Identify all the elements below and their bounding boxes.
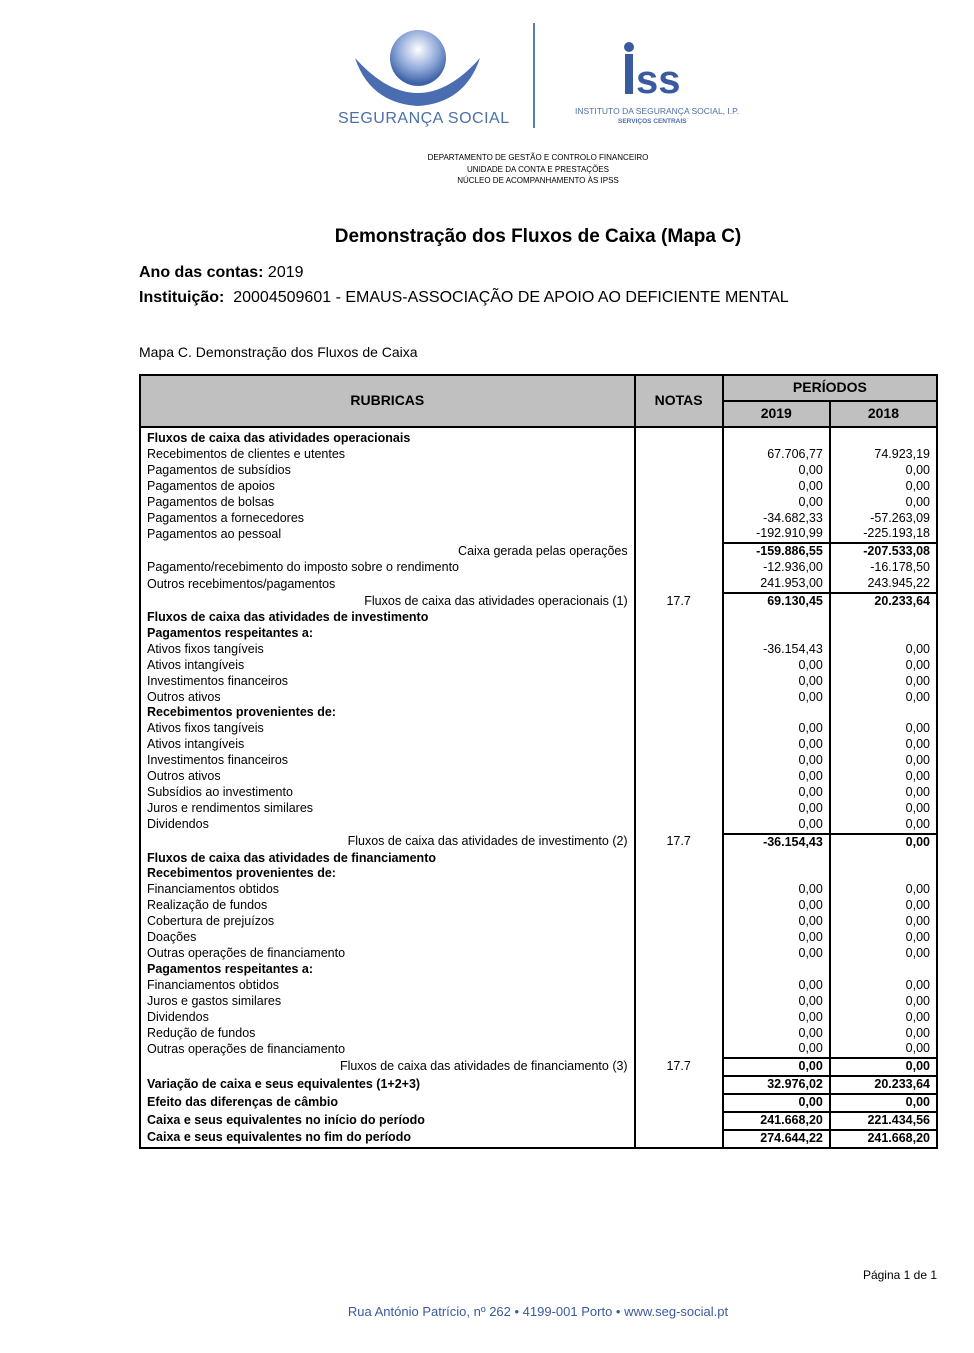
nota-cell	[635, 690, 723, 706]
value-2018-cell: 0,00	[830, 994, 937, 1010]
value-2019-cell: 0,00	[723, 817, 830, 834]
rubrica-cell: Caixa e seus equivalentes no início do período	[140, 1112, 635, 1130]
value-2018-cell: 0,00	[830, 658, 937, 674]
rubrica-cell: Juros e rendimentos similares	[140, 801, 635, 817]
col-notas: NOTAS	[635, 375, 723, 427]
value-2019-cell: 0,00	[723, 914, 830, 930]
table-row	[140, 834, 937, 851]
table-row	[140, 543, 937, 560]
value-2018-cell: 0,00	[830, 817, 937, 834]
nota-cell	[635, 626, 723, 642]
table-row	[140, 1076, 937, 1094]
value-2018-cell: 0,00	[830, 753, 937, 769]
table-row	[140, 753, 937, 769]
value-2018-cell: -57.263,09	[830, 511, 937, 527]
table-row	[140, 962, 937, 978]
value-2018-cell: 0,00	[830, 898, 937, 914]
rubrica-cell: Investimentos financeiros	[140, 674, 635, 690]
value-2019-cell: 0,00	[723, 753, 830, 769]
value-2018-cell: -207.533,08	[830, 543, 937, 560]
value-2019-cell: 69.130,45	[723, 593, 830, 610]
rubrica-cell: Subsídios ao investimento	[140, 785, 635, 801]
document-title: Demonstração dos Fluxos de Caixa (Mapa C)	[334, 226, 742, 247]
value-2018-cell	[830, 705, 937, 721]
nota-cell	[635, 785, 723, 801]
value-2018-cell: -225.193,18	[830, 526, 937, 543]
instituicao	[139, 289, 789, 307]
value-2018-cell: 74.923,19	[830, 447, 937, 463]
value-2019-cell: 0,00	[723, 930, 830, 946]
table-row	[140, 1026, 937, 1042]
value-2018-cell: 0,00	[830, 785, 937, 801]
value-2018-cell: 0,00	[830, 834, 937, 851]
nota-cell	[635, 1041, 723, 1058]
rubrica-cell: Investimentos financeiros	[140, 753, 635, 769]
table-row	[140, 610, 937, 626]
value-2019-cell: 0,00	[723, 674, 830, 690]
rubrica-cell: Fluxos de caixa das atividades de investimento	[140, 610, 635, 626]
table-row	[140, 1010, 937, 1026]
value-2019-cell: 32.976,02	[723, 1076, 830, 1094]
value-2018-cell: 243.945,22	[830, 576, 937, 593]
page-number: Página 1 de 1	[862, 1268, 937, 1282]
value-2018-cell: 0,00	[830, 642, 937, 658]
value-2019-cell: 0,00	[723, 801, 830, 817]
rubrica-cell: Recebimentos provenientes de:	[140, 705, 635, 721]
table-row	[140, 930, 937, 946]
ss-logo-text: SEGURANÇA SOCIAL	[338, 110, 510, 127]
value-2019-cell: 0,00	[723, 1094, 830, 1112]
rubrica-cell: Juros e gastos similares	[140, 994, 635, 1010]
table-row	[140, 866, 937, 882]
value-2019-cell	[723, 427, 830, 447]
footer-address: Rua António Patrício, nº 262 • 4199-001 Porto • www.seg-social.pt	[347, 1304, 729, 1319]
nota-cell	[635, 978, 723, 994]
rubrica-cell: Doações	[140, 930, 635, 946]
value-2018-cell: 0,00	[830, 1041, 937, 1058]
col-periodos: PERÍODOS	[723, 375, 937, 401]
dept-line: UNIDADE DA CONTA E PRESTAÇÕES	[467, 164, 609, 174]
nota-cell	[635, 526, 723, 543]
ano-contas	[139, 264, 304, 282]
col-year-2019: 2019	[723, 401, 830, 427]
nota-cell	[635, 1026, 723, 1042]
nota-cell	[635, 642, 723, 658]
table-row	[140, 914, 937, 930]
value-2018-cell: 241.668,20	[830, 1130, 937, 1148]
nota-cell	[635, 817, 723, 834]
nota-cell	[635, 737, 723, 753]
value-2019-cell: 0,00	[723, 898, 830, 914]
value-2019-cell: 0,00	[723, 495, 830, 511]
table-row	[140, 593, 937, 610]
value-2019-cell: 241.668,20	[723, 1112, 830, 1130]
value-2019-cell	[723, 626, 830, 642]
rubrica-cell: Pagamentos a fornecedores	[140, 511, 635, 527]
nota-cell	[635, 511, 723, 527]
value-2018-cell: 0,00	[830, 1094, 937, 1112]
table-row	[140, 1041, 937, 1058]
value-2018-cell: 0,00	[830, 930, 937, 946]
rubrica-cell: Pagamentos de bolsas	[140, 495, 635, 511]
value-2018-cell: 0,00	[830, 801, 937, 817]
department-lines	[0, 152, 974, 187]
nota-cell	[635, 427, 723, 447]
nota-cell	[635, 1112, 723, 1130]
nota-cell	[635, 898, 723, 914]
value-2019-cell: 0,00	[723, 721, 830, 737]
nota-cell	[635, 994, 723, 1010]
inst-value: 20004509601 - EMAUS-ASSOCIAÇÃO DE APOIO AO DEFICIENTE MENTAL	[233, 289, 789, 306]
value-2019-cell: 0,00	[723, 463, 830, 479]
iss-logo-text: INSTITUTO DA SEGURANÇA SOCIAL, I.P.	[575, 106, 740, 116]
rubrica-cell: Ativos fixos tangíveis	[140, 721, 635, 737]
table-row	[140, 674, 937, 690]
map-caption: Mapa C. Demonstração dos Fluxos de Caixa	[139, 344, 418, 360]
nota-cell	[635, 1010, 723, 1026]
table-row	[140, 1058, 937, 1076]
rubrica-cell: Recebimentos de clientes e utentes	[140, 447, 635, 463]
value-2019-cell	[723, 866, 830, 882]
value-2019-cell: 0,00	[723, 737, 830, 753]
rubrica-cell: Outros ativos	[140, 769, 635, 785]
value-2018-cell: 0,00	[830, 1010, 937, 1026]
value-2019-cell: -192.910,99	[723, 526, 830, 543]
value-2019-cell	[723, 705, 830, 721]
table-row	[140, 427, 937, 447]
nota-cell: 17.7	[635, 593, 723, 610]
nota-cell	[635, 610, 723, 626]
rubrica-cell: Recebimentos provenientes de:	[140, 866, 635, 882]
table-row	[140, 511, 937, 527]
nota-cell	[635, 882, 723, 898]
nota-cell	[635, 721, 723, 737]
nota-cell	[635, 658, 723, 674]
nota-cell	[635, 447, 723, 463]
value-2018-cell: 0,00	[830, 978, 937, 994]
nota-cell	[635, 560, 723, 576]
table-row	[140, 526, 937, 543]
value-2018-cell: 0,00	[830, 479, 937, 495]
value-2018-cell: -16.178,50	[830, 560, 937, 576]
nota-cell	[635, 543, 723, 560]
value-2018-cell: 0,00	[830, 882, 937, 898]
nota-cell	[635, 1076, 723, 1094]
rubrica-cell: Realização de fundos	[140, 898, 635, 914]
value-2018-cell	[830, 610, 937, 626]
rubrica-cell: Variação de caixa e seus equivalentes (1+2+3)	[140, 1076, 635, 1094]
nota-cell	[635, 801, 723, 817]
table-row	[140, 705, 937, 721]
table-row	[140, 1094, 937, 1112]
value-2019-cell: 0,00	[723, 1041, 830, 1058]
rubrica-cell: Financiamentos obtidos	[140, 882, 635, 898]
nota-cell	[635, 1094, 723, 1112]
table-row	[140, 642, 937, 658]
value-2018-cell: 0,00	[830, 1026, 937, 1042]
value-2018-cell: 0,00	[830, 1058, 937, 1076]
table-row	[140, 560, 937, 576]
rubrica-cell: Pagamento/recebimento do imposto sobre o rendimento	[140, 560, 635, 576]
value-2019-cell: -34.682,33	[723, 511, 830, 527]
rubrica-cell: Efeito das diferenças de câmbio	[140, 1094, 635, 1112]
value-2019-cell	[723, 962, 830, 978]
rubrica-cell: Pagamentos de subsídios	[140, 463, 635, 479]
value-2019-cell: 0,00	[723, 978, 830, 994]
table-row	[140, 801, 937, 817]
value-2018-cell	[830, 866, 937, 882]
ano-label: Ano das contas:	[139, 264, 264, 281]
table-row	[140, 769, 937, 785]
svg-text:ss: ss	[636, 58, 681, 102]
nota-cell	[635, 914, 723, 930]
value-2018-cell: 0,00	[830, 690, 937, 706]
value-2019-cell: -36.154,43	[723, 834, 830, 851]
dept-line: NÚCLEO DE ACOMPANHAMENTO ÀS IPSS	[457, 176, 619, 185]
value-2019-cell: -36.154,43	[723, 642, 830, 658]
rubrica-cell: Redução de fundos	[140, 1026, 635, 1042]
nota-cell	[635, 705, 723, 721]
value-2019-cell: -159.886,55	[723, 543, 830, 560]
value-2018-cell	[830, 626, 937, 642]
value-2019-cell	[723, 851, 830, 867]
table-row	[140, 463, 937, 479]
value-2018-cell: 0,00	[830, 946, 937, 962]
rubrica-cell: Ativos intangíveis	[140, 658, 635, 674]
table-row	[140, 1112, 937, 1130]
value-2018-cell: 221.434,56	[830, 1112, 937, 1130]
cash-flow-table	[139, 374, 938, 1149]
rubrica-cell: Dividendos	[140, 1010, 635, 1026]
value-2019-cell: 0,00	[723, 658, 830, 674]
rubrica-cell: Fluxos de caixa das atividades operacionais	[140, 427, 635, 447]
value-2019-cell: 274.644,22	[723, 1130, 830, 1148]
rubrica-cell: Pagamentos ao pessoal	[140, 526, 635, 543]
rubrica-cell: Pagamentos de apoios	[140, 479, 635, 495]
rubrica-cell: Financiamentos obtidos	[140, 978, 635, 994]
nota-cell	[635, 463, 723, 479]
table-row	[140, 495, 937, 511]
rubrica-cell: Dividendos	[140, 817, 635, 834]
value-2018-cell	[830, 962, 937, 978]
value-2019-cell: -12.936,00	[723, 560, 830, 576]
table-row	[140, 479, 937, 495]
table-row	[140, 946, 937, 962]
table-row	[140, 785, 937, 801]
nota-cell	[635, 851, 723, 867]
table-row	[140, 851, 937, 867]
rubrica-cell: Pagamentos respeitantes a:	[140, 626, 635, 642]
table-row	[140, 690, 937, 706]
table-row	[140, 1130, 937, 1148]
table-row	[140, 994, 937, 1010]
nota-cell	[635, 479, 723, 495]
table-row	[140, 576, 937, 593]
table-row	[140, 658, 937, 674]
value-2019-cell	[723, 610, 830, 626]
nota-cell	[635, 769, 723, 785]
value-2019-cell: 67.706,77	[723, 447, 830, 463]
value-2019-cell: 0,00	[723, 946, 830, 962]
nota-cell	[635, 1130, 723, 1148]
table-body	[140, 427, 937, 1148]
rubrica-cell: Outras operações de financiamento	[140, 1041, 635, 1058]
logo-divider	[533, 23, 535, 128]
value-2018-cell: 0,00	[830, 737, 937, 753]
rubrica-cell: Fluxos de caixa das atividades operacionais (1)	[140, 593, 635, 610]
table-row	[140, 817, 937, 834]
table-row	[140, 882, 937, 898]
table-row	[140, 898, 937, 914]
value-2018-cell: 0,00	[830, 769, 937, 785]
rubrica-cell: Cobertura de prejuízos	[140, 914, 635, 930]
table-row	[140, 447, 937, 463]
nota-cell	[635, 753, 723, 769]
table-row	[140, 978, 937, 994]
rubrica-cell: Fluxos de caixa das atividades de investimento (2)	[140, 834, 635, 851]
value-2018-cell: 0,00	[830, 674, 937, 690]
value-2019-cell: 0,00	[723, 882, 830, 898]
dept-line: DEPARTAMENTO DE GESTÃO E CONTROLO FINANCEIRO	[427, 153, 649, 162]
nota-cell	[635, 866, 723, 882]
value-2018-cell: 0,00	[830, 721, 937, 737]
rubrica-cell: Outros ativos	[140, 690, 635, 706]
ano-value: 2019	[267, 264, 304, 281]
inst-label: Instituição:	[139, 289, 225, 306]
table-row	[140, 737, 937, 753]
value-2019-cell: 0,00	[723, 1026, 830, 1042]
value-2019-cell: 0,00	[723, 690, 830, 706]
table-row	[140, 626, 937, 642]
rubrica-cell: Fluxos de caixa das atividades de financiamento	[140, 851, 635, 867]
value-2018-cell	[830, 851, 937, 867]
nota-cell: 17.7	[635, 1058, 723, 1076]
nota-cell	[635, 674, 723, 690]
value-2019-cell: 0,00	[723, 769, 830, 785]
value-2019-cell: 0,00	[723, 785, 830, 801]
nota-cell	[635, 930, 723, 946]
value-2019-cell: 241.953,00	[723, 576, 830, 593]
rubrica-cell: Ativos fixos tangíveis	[140, 642, 635, 658]
iss-logo-sub: SERVIÇOS CENTRAIS	[618, 118, 687, 125]
table-row	[140, 721, 937, 737]
value-2019-cell: 0,00	[723, 1058, 830, 1076]
nota-cell: 17.7	[635, 834, 723, 851]
header-logos	[330, 18, 750, 138]
nota-cell	[635, 576, 723, 593]
value-2019-cell: 0,00	[723, 994, 830, 1010]
value-2018-cell: 0,00	[830, 495, 937, 511]
value-2018-cell: 0,00	[830, 914, 937, 930]
rubrica-cell: Caixa e seus equivalentes no fim do período	[140, 1130, 635, 1148]
value-2018-cell: 20.233,64	[830, 593, 937, 610]
value-2018-cell	[830, 427, 937, 447]
rubrica-cell: Caixa gerada pelas operações	[140, 543, 635, 560]
rubrica-cell: Outras operações de financiamento	[140, 946, 635, 962]
nota-cell	[635, 495, 723, 511]
nota-cell	[635, 946, 723, 962]
rubrica-cell: Ativos intangíveis	[140, 737, 635, 753]
nota-cell	[635, 962, 723, 978]
value-2018-cell: 0,00	[830, 463, 937, 479]
value-2019-cell: 0,00	[723, 479, 830, 495]
rubrica-cell: Pagamentos respeitantes a:	[140, 962, 635, 978]
value-2019-cell: 0,00	[723, 1010, 830, 1026]
col-rubricas: RUBRICAS	[140, 375, 635, 427]
rubrica-cell: Fluxos de caixa das atividades de financiamento (3)	[140, 1058, 635, 1076]
col-year-2018: 2018	[830, 401, 937, 427]
value-2018-cell: 20.233,64	[830, 1076, 937, 1094]
rubrica-cell: Outros recebimentos/pagamentos	[140, 576, 635, 593]
